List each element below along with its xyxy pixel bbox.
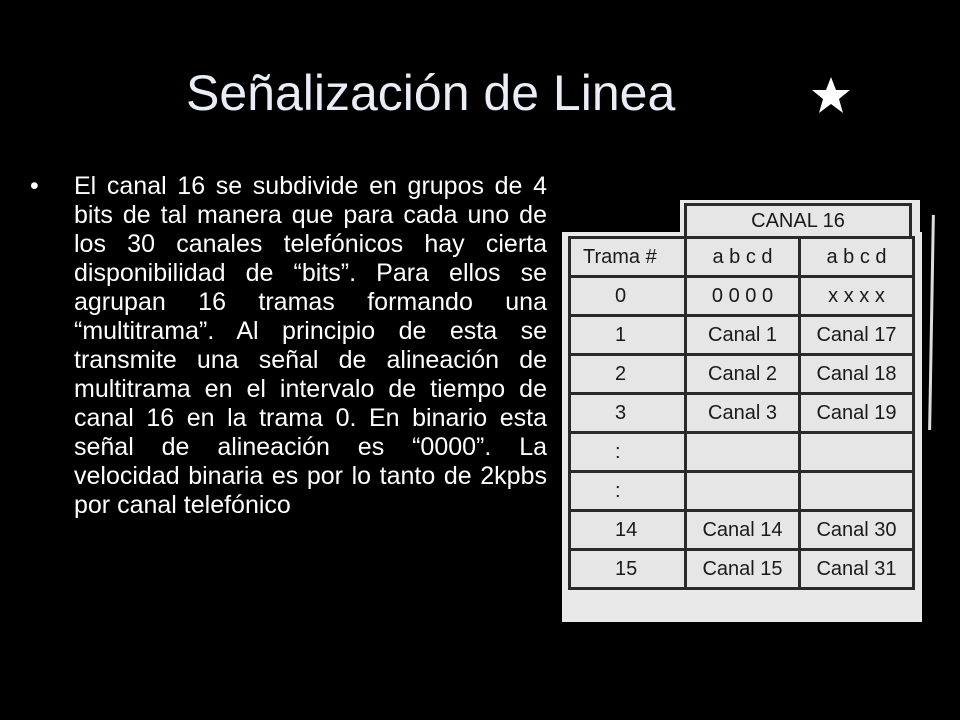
bullet-marker: • [30,172,39,200]
table-cell: Canal 14 [686,511,800,550]
table-row [570,277,914,316]
table-group-header: CANAL 16 [684,203,912,239]
slide-title: Señalización de Linea [186,65,676,121]
table-cell: Canal 31 [800,550,914,589]
table-cell: Canal 18 [800,355,914,394]
table-cell: Canal 3 [686,394,800,433]
table-row [570,316,914,355]
header-cell: a b c d [686,238,800,277]
frame-table [568,236,915,590]
table-cell: Canal 15 [686,550,800,589]
table-cell: 15 [570,550,686,589]
table-cell: Canal 2 [686,355,800,394]
table-cell [686,433,800,472]
table-row [570,355,914,394]
table-cell: : [570,433,686,472]
table-row [570,472,914,511]
table-cell [800,433,914,472]
table-cell: x x x x [800,277,914,316]
table-cell: 2 [570,355,686,394]
table-row [570,394,914,433]
table-cell: Canal 30 [800,511,914,550]
paper-edge [928,215,935,430]
table-header-row [570,238,914,277]
header-cell: a b c d [800,238,914,277]
table-cell: Canal 19 [800,394,914,433]
bullet-paragraph: El canal 16 se subdivide en grupos de 4 bits de tal manera que para cada uno de los 30 canales telefónicos hay cierta disponibilidad de “bits”. Para ellos se agrupan 16 tramas formando una “multitrama”. Al principio de esta se transmite una señal de alineación de multitrama en el intervalo de tiempo de canal 16 en la trama 0. En binario esta señal de alineación es “0000”. La velocidad binaria es por lo tanto de 2kpbs por canal telefónico [74,172,547,519]
table-cell: Canal 1 [686,316,800,355]
star-icon [810,74,852,116]
table-cell [800,472,914,511]
table-cell: : [570,472,686,511]
table-cell: 14 [570,511,686,550]
table-cell: 3 [570,394,686,433]
table-cell: 1 [570,316,686,355]
table-cell: 0 [570,277,686,316]
table-row [570,550,914,589]
table-row [570,511,914,550]
table-row [570,433,914,472]
table-cell [686,472,800,511]
table-cell: Canal 17 [800,316,914,355]
header-cell: Trama # [570,238,686,277]
table-cell: 0 0 0 0 [686,277,800,316]
